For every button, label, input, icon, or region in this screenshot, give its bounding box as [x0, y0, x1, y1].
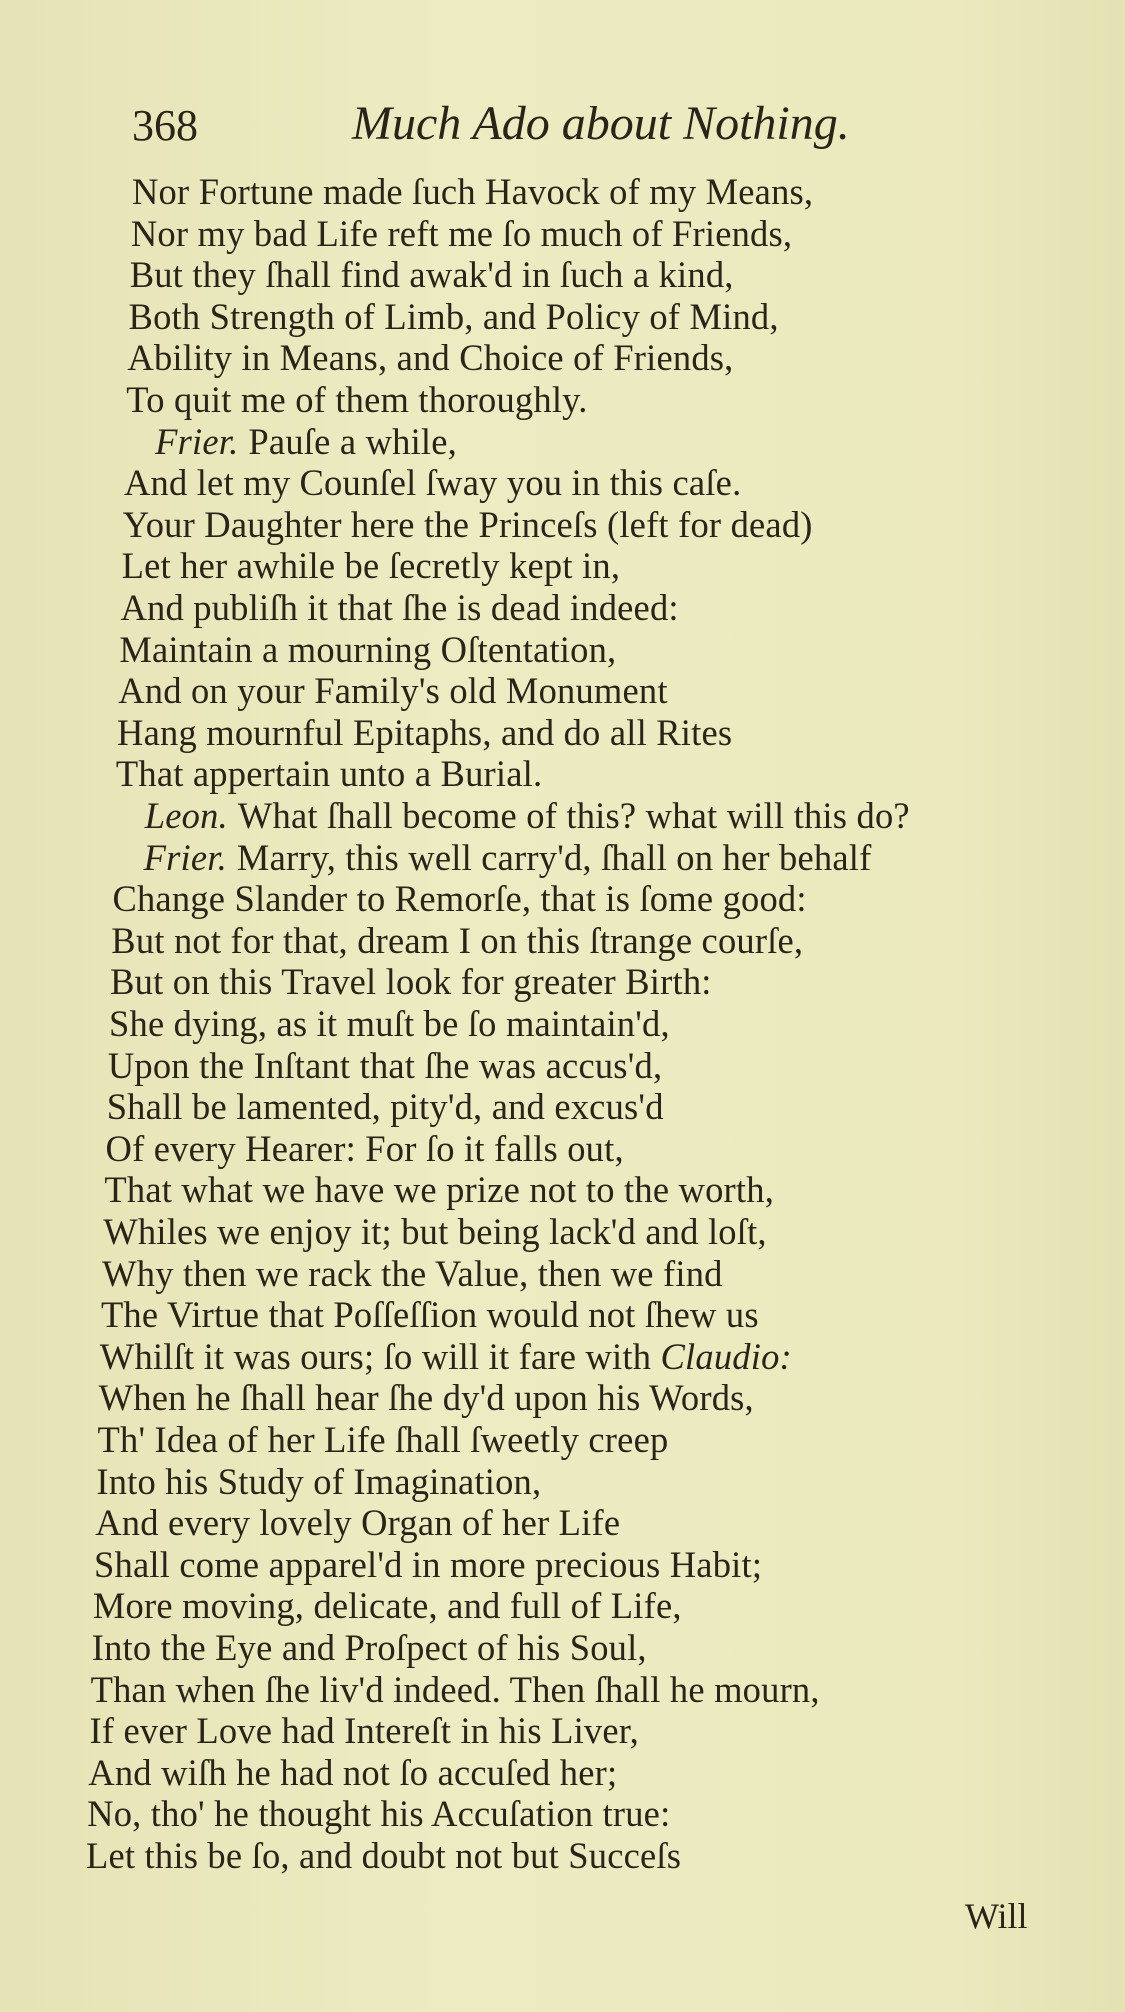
speaker-name: Frier.: [143, 836, 227, 878]
line-text: Let this be ſo, and doubt not but Succeſs: [86, 1835, 682, 1876]
verse-line: [106, 1127, 624, 1170]
line-text: Both Strength of Limb, and Policy of Mind,: [128, 295, 779, 337]
verse-line: [122, 544, 621, 587]
line-text: Of every Hearer: For ſo it falls out,: [105, 1127, 624, 1169]
verse-line: [96, 1460, 541, 1503]
line-text: She dying, as it muſt be ſo maintain'd,: [109, 1003, 670, 1044]
verse-line: [124, 461, 741, 504]
verse-line: [102, 1252, 723, 1295]
line-text: And every lovely Organ of her Life: [95, 1502, 621, 1544]
verse-line: [130, 253, 734, 296]
line-text: What ſhall become of this? what will this do?: [237, 795, 910, 836]
line-text: Upon the Inſtant that ſhe was accus'd,: [107, 1044, 663, 1086]
line-text: Pauſe a while,: [248, 420, 457, 462]
verse-line: [93, 1584, 682, 1627]
verse-line: [129, 295, 779, 338]
line-text: Hang mournful Epitaphs, and do all Rites: [117, 711, 733, 753]
line-text: Why then we rack the Value, then we find: [102, 1252, 723, 1294]
line-text: Into his Study of Imagination,: [96, 1460, 542, 1502]
line-text: To quit me of them thoroughly.: [126, 379, 588, 420]
line-text: And publiſh it that ſhe is dead indeed:: [120, 587, 679, 628]
line-text: Nor my bad Life reft me ſo much of Friends,: [130, 212, 793, 254]
verse-line: [123, 503, 813, 546]
verse-line: [126, 378, 587, 421]
line-text: But they ſhall find awak'd in ſuch a kind,: [129, 254, 734, 296]
verse-line: [94, 1543, 762, 1586]
verse-line: [100, 1335, 792, 1378]
line-text: If ever Love had Intereſt in his Liver,: [89, 1710, 639, 1752]
line-text: And wiſh he had not ſo accuſed her;: [88, 1751, 618, 1793]
running-title: Much Ado about Nothing.: [352, 97, 850, 150]
verse-line: [110, 960, 711, 1003]
line-text: Let her awhile be ſecretly kept in,: [121, 545, 621, 587]
line-text: Nor Fortune made ſuch Havock of my Means,: [132, 171, 814, 212]
verse-line: [92, 1626, 647, 1669]
verse-line: [108, 1044, 662, 1087]
verse-line: [155, 420, 457, 463]
line-text: More moving, delicate, and full of Life,: [92, 1585, 682, 1627]
line-text: The Virtue that Poſſeſſion would not ſhew us: [100, 1294, 759, 1336]
verse-line: [109, 1002, 670, 1045]
verse-line: [89, 1709, 639, 1752]
verse-line: [111, 919, 803, 962]
verse-line: [99, 1376, 754, 1419]
verse-line: [104, 1168, 774, 1211]
line-text: Th' Idea of her Life ſhall ſweetly creep: [97, 1419, 669, 1460]
line-text: Your Daughter here the Princeſs (left for dead): [122, 503, 813, 545]
line-text: Whilſt it was ours; ſo will it fare with: [99, 1335, 661, 1377]
line-text: But on this Travel look for greater Birth:: [110, 961, 712, 1003]
verse-line: [88, 1751, 617, 1794]
line-text: Change Slander to Remorſe, that is ſome good:: [112, 878, 807, 920]
line-text: Into the Eye and Proſpect of his Soul,: [91, 1627, 647, 1668]
line-text: Shall come apparel'd in more precious Habit;: [94, 1543, 763, 1585]
verse-line: [116, 752, 542, 795]
verse-line: [87, 1792, 670, 1835]
verse-line: [95, 1501, 620, 1544]
verse-line: [91, 1668, 820, 1711]
verse-line: [145, 794, 910, 837]
italic-name: Claudio:: [660, 1335, 792, 1377]
speaker-name: Leon.: [144, 795, 228, 836]
line-text: And on your Family's old Monument: [118, 670, 668, 712]
line-text: No, tho' he thought his Accuſation true:: [87, 1793, 671, 1835]
verse-line: [121, 586, 679, 629]
verse-line: [107, 1085, 664, 1128]
line-text: Maintain a mourning Oſtentation,: [119, 628, 617, 670]
verse-line: [131, 212, 792, 255]
verse-line: [118, 669, 668, 712]
verse-line: [117, 711, 732, 754]
line-text: Ability in Means, and Choice of Friends,: [127, 337, 734, 379]
verse-line: [144, 836, 872, 879]
speaker-name: Frier.: [155, 420, 239, 462]
line-text: That what we have we prize not to the worth,: [104, 1169, 775, 1211]
line-text: Than when ſhe liv'd indeed. Then ſhall he mourn,: [90, 1668, 820, 1710]
verse-line: [103, 1210, 767, 1253]
verse-line: [112, 877, 806, 920]
line-text: Whiles we enjoy it; but being lack'd and loſt,: [103, 1211, 767, 1252]
verse-line: [132, 170, 813, 213]
verse-line: [119, 628, 616, 671]
line-text: That appertain unto a Burial.: [115, 753, 543, 795]
catchword: Will: [965, 1896, 1028, 1936]
verse-line: [127, 336, 733, 379]
verse-line: [101, 1293, 759, 1336]
verse-line: [86, 1834, 681, 1877]
page-number: 368: [132, 101, 198, 150]
line-text: Marry, this well carry'd, ſhall on her behalf: [236, 836, 872, 878]
line-text: When he ſhall hear ſhe dy'd upon his Words,: [98, 1377, 754, 1419]
line-text: But not for that, dream I on this ſtrange courſe,: [111, 919, 804, 961]
line-text: Shall be lamented, pity'd, and excus'd: [106, 1086, 664, 1128]
verse-line: [98, 1418, 669, 1461]
line-text: And let my Counſel ſway you in this caſe.: [123, 462, 742, 504]
